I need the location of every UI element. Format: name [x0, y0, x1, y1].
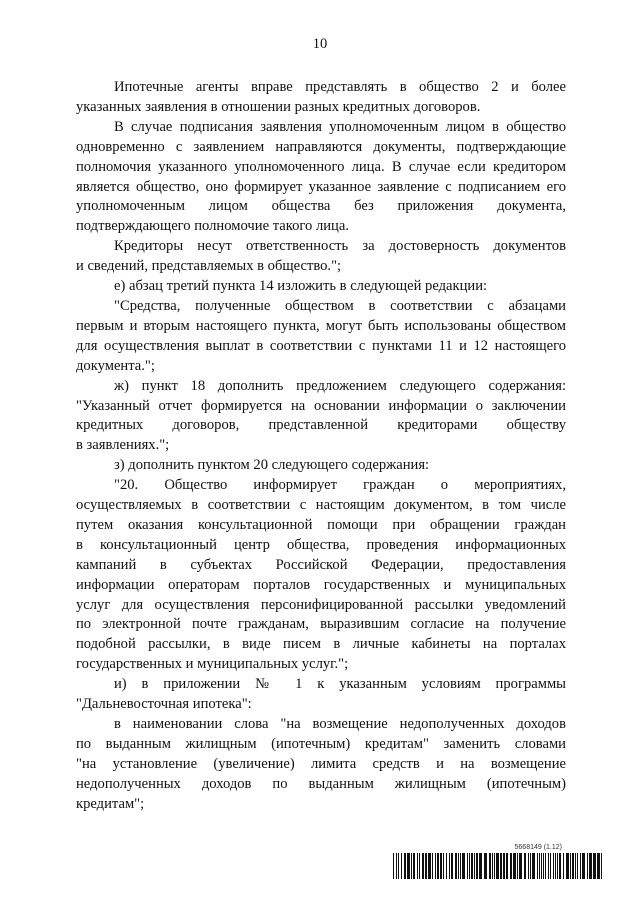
- barcode-bar: [597, 853, 600, 879]
- paragraph: [76, 456, 566, 476]
- text-line: "Указанный отчет формируется на основании информации о заключении: [76, 397, 566, 414]
- barcode-bar: [484, 853, 487, 879]
- barcode-bar: [396, 853, 397, 879]
- barcode-bar: [506, 853, 508, 879]
- barcode: [393, 853, 603, 879]
- barcode-bar: [437, 853, 439, 879]
- text-line: для осуществления выплат в соответствии с пунктами 11 и 12 настоящего: [76, 337, 566, 354]
- page-number: 10: [312, 36, 328, 52]
- barcode-bar: [539, 853, 540, 879]
- text-line: уполномоченным лицом общества без приложения документа,: [76, 198, 566, 215]
- text-line: первым и вторым настоящего пункта, могут быть использованы обществом: [76, 317, 566, 334]
- barcode-bar: [582, 853, 585, 879]
- barcode-bar: [476, 853, 478, 879]
- paragraph: [76, 277, 566, 297]
- paragraph: [76, 675, 566, 715]
- text-line: документа.";: [76, 357, 155, 374]
- text-line: является общество, оно формирует указанное заявление с подписанием его: [76, 178, 566, 195]
- barcode-bar: [570, 853, 571, 879]
- paragraph: [76, 377, 566, 457]
- barcode-bar: [393, 853, 394, 879]
- paragraph: [76, 476, 566, 675]
- paragraph: [76, 237, 566, 277]
- document-body: [76, 78, 566, 815]
- barcode-bar: [517, 853, 518, 879]
- barcode-bar: [446, 853, 447, 879]
- text-line: информации операторам порталов государственных и муниципальных: [76, 576, 566, 593]
- barcode-bar: [532, 853, 535, 879]
- text-line: недополученных доходов по выданным жилищным (ипотечным): [76, 775, 566, 792]
- barcode-bar: [500, 853, 502, 879]
- barcode-bar: [462, 853, 465, 879]
- barcode-bar: [471, 853, 473, 879]
- barcode-bar: [601, 853, 602, 879]
- barcode-bar: [537, 853, 538, 879]
- barcode-bar: [417, 853, 418, 879]
- text-line: по выданным жилищным (ипотечным) кредитам" заменить словами: [76, 735, 566, 752]
- barcode-bar: [519, 853, 522, 879]
- text-line: одновременно с заявлением направляются документы, подтверждающие: [76, 138, 566, 155]
- paragraph: [76, 715, 566, 815]
- text-line: з) дополнить пунктом 20 следующего содержания:: [114, 457, 430, 474]
- text-line: В случае подписания заявления уполномоченным лицом в общество: [114, 118, 566, 135]
- text-line: "Дальневосточная ипотека":: [76, 696, 252, 713]
- barcode-bar: [467, 853, 468, 879]
- text-line: подобной рассылки, в виде писем в личные кабинеты на порталах: [76, 636, 566, 653]
- text-line: указанных заявления в отношении разных кредитных договоров.: [76, 98, 481, 115]
- barcode-bar: [492, 853, 493, 879]
- barcode-bar: [428, 853, 431, 879]
- text-line: "Средства, полученные обществом в соответствии с абзацами: [114, 297, 566, 314]
- barcode-bar: [422, 853, 424, 879]
- barcode-bar: [593, 853, 596, 879]
- barcode-bar: [545, 853, 546, 879]
- barcode-bar: [455, 853, 457, 879]
- barcode-bar: [443, 853, 444, 879]
- text-line: е) абзац третий пункта 14 изложить в следующей редакции:: [114, 278, 488, 295]
- text-line: "на установление (увеличение) лимита средств и на возмещение: [76, 755, 566, 772]
- barcode-bar: [557, 853, 558, 879]
- barcode-bar: [432, 853, 433, 879]
- text-line: Кредиторы несут ответственность за достоверность документов: [114, 238, 566, 255]
- barcode-bar: [496, 853, 499, 879]
- barcode-bar: [548, 853, 549, 879]
- barcode-bar: [398, 853, 399, 879]
- text-line: кампаний в субъектах Российской Федерации, предоставления: [76, 556, 566, 573]
- barcode-bar: [404, 853, 406, 879]
- barcode-bar: [550, 853, 551, 879]
- text-line: кредитных договоров, представленной кредиторами обществу: [76, 417, 566, 434]
- barcode-bar: [489, 853, 491, 879]
- barcode-bar: [587, 853, 588, 879]
- text-line: полномочия указанного уполномоченного лица. В случае если кредитором: [76, 158, 566, 175]
- barcode-bar: [543, 853, 544, 879]
- barcode-bar: [580, 853, 581, 879]
- barcode-bar: [524, 853, 526, 879]
- barcode-bar: [474, 853, 475, 879]
- barcode-bar: [411, 853, 412, 879]
- barcode-bar: [425, 853, 427, 879]
- barcode-bar: [553, 853, 554, 879]
- text-line: в консультационный центр общества, проведения информационных: [76, 536, 566, 553]
- barcode-bar: [479, 853, 482, 879]
- text-line: "20. Общество информирует граждан о мероприятиях,: [114, 477, 566, 494]
- barcode-bar: [559, 853, 561, 879]
- barcode-bar: [589, 853, 592, 879]
- barcode-bar: [451, 853, 453, 879]
- text-line: и сведений, представляемых в общество.";: [76, 258, 342, 275]
- text-line: кредитам";: [76, 795, 145, 812]
- paragraph: [76, 78, 566, 118]
- paragraph: [76, 118, 566, 237]
- barcode-bar: [460, 853, 461, 879]
- text-line: осуществляемых в соответствии с настоящим документом, в том числе: [76, 497, 566, 514]
- barcode-bar: [469, 853, 470, 879]
- barcode-bar: [435, 853, 436, 879]
- barcode-bar: [510, 853, 512, 879]
- document-code: 5668149 (1.12): [514, 844, 562, 851]
- barcode-bar: [440, 853, 442, 879]
- barcode-bar: [419, 853, 420, 879]
- text-line: в заявлениях.";: [76, 437, 170, 454]
- text-line: государственных и муниципальных услуг.";: [76, 656, 349, 673]
- barcode-bar: [572, 853, 574, 879]
- text-line: и) в приложении № 1 к указанным условиям программы: [114, 676, 566, 693]
- text-line: путем оказания консультационной помощи при обращении граждан: [76, 516, 566, 533]
- barcode-bar: [541, 853, 542, 879]
- barcode-bar: [575, 853, 576, 879]
- barcode-bar: [407, 853, 410, 879]
- barcode-bar: [449, 853, 450, 879]
- paragraph: [76, 297, 566, 377]
- text-line: услуг для осуществления персонифицированной рассылки уведомлений: [76, 596, 566, 613]
- barcode-bar: [528, 853, 529, 879]
- barcode-bar: [494, 853, 495, 879]
- barcode-bar: [563, 853, 564, 879]
- text-line: по электронной почте гражданам, выразившим согласие на получение: [76, 616, 566, 633]
- barcode-bar: [401, 853, 402, 879]
- text-line: подтверждающего полномочие такого лица.: [76, 218, 349, 235]
- text-line: в наименовании слова "на возмещение недополученных доходов: [114, 716, 566, 732]
- barcode-bar: [577, 853, 578, 879]
- barcode-bar: [555, 853, 556, 879]
- barcode-bar: [503, 853, 505, 879]
- text-line: Ипотечные агенты вправе представлять в общество 2 и более: [114, 79, 566, 95]
- barcode-bar: [566, 853, 569, 879]
- barcode-bar: [513, 853, 516, 879]
- text-line: ж) пункт 18 дополнить предложением следующего содержания:: [114, 377, 566, 394]
- barcode-bar: [413, 853, 415, 879]
- barcode-bar: [458, 853, 459, 879]
- barcode-bar: [530, 853, 531, 879]
